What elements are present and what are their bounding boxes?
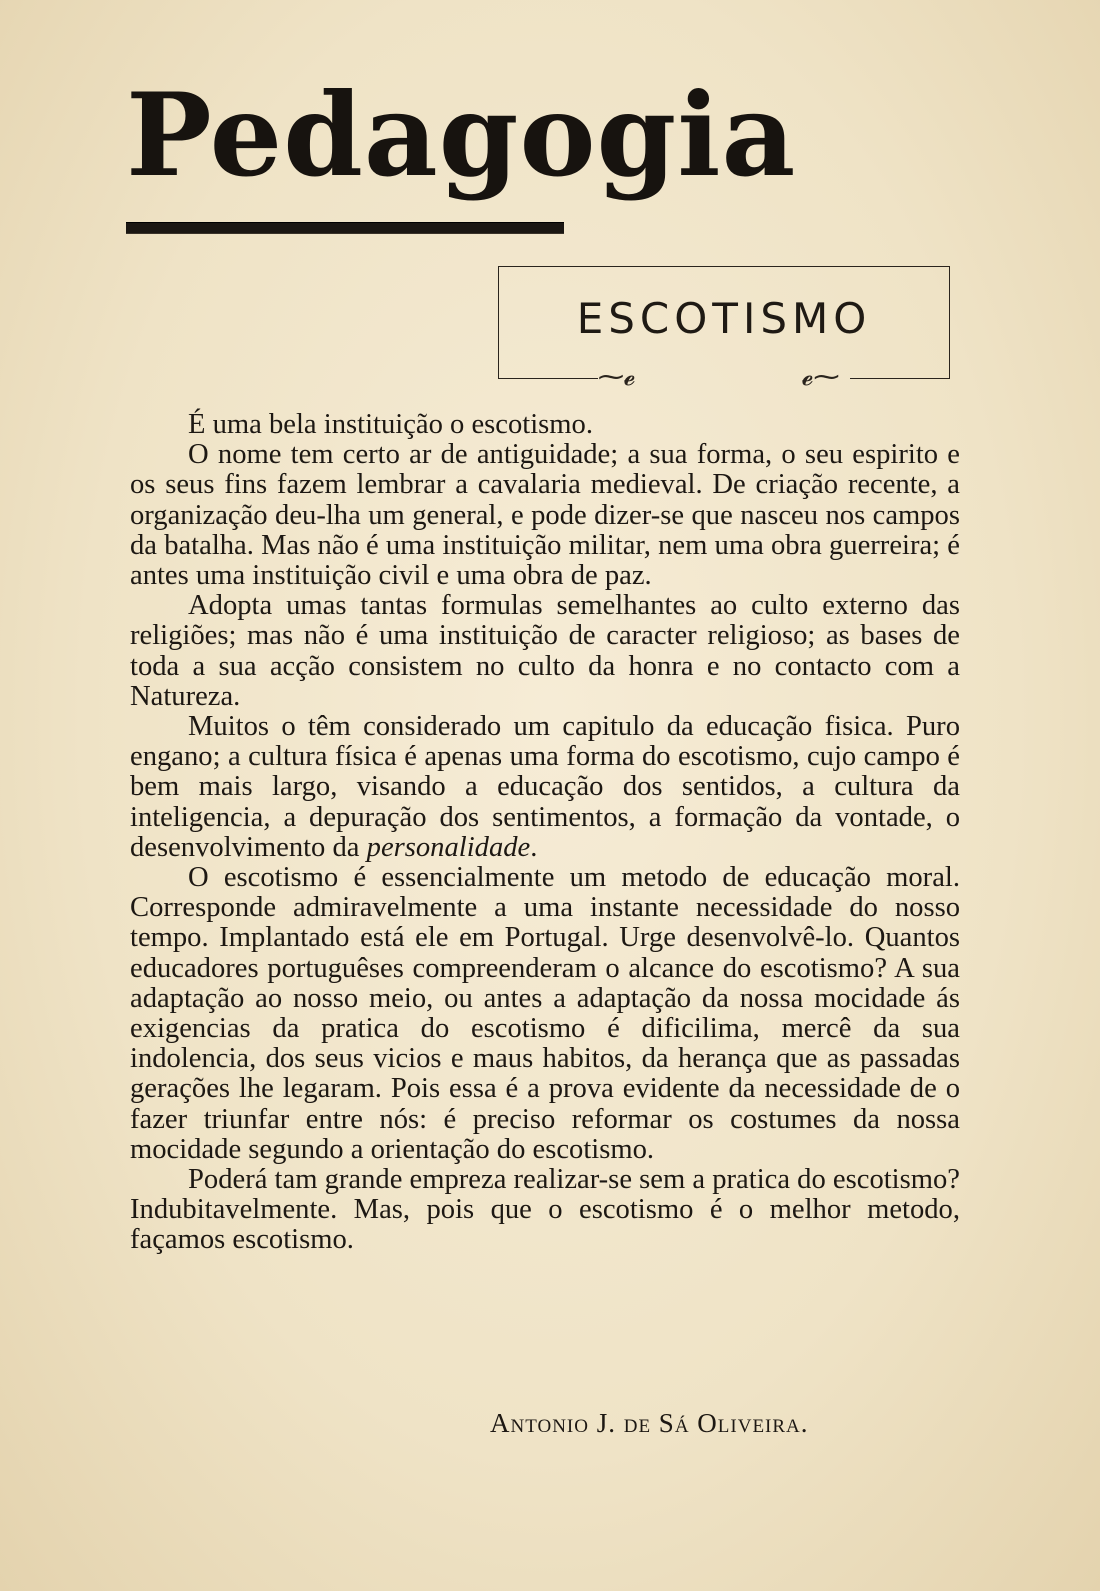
paragraph-3: Adopta umas tantas formulas semelhantes ao culto externo das religiões; mas não é uma instituição de caracter religioso; as bases de toda a sua acção consistem no culto da honra e no contacto com a Natureza. xyxy=(130,590,960,712)
frame-bottom-left-line xyxy=(498,378,598,379)
flourish-left-icon: ⁓𝓮 xyxy=(598,362,636,392)
paragraph-2: O nome tem certo ar de antiguidade; a sua forma, o seu espirito e os seus fins fazem lembrar a cavalaria medieval. De criação recente, a organização deu-lha um general, e pode dizer-se que nasceu nos campos da batalha. Mas não é uma instituição militar, nem uma obra guerreira; é antes uma instituição civil e uma obra de paz. xyxy=(130,439,960,592)
emphasis-personalidade: personalidade xyxy=(366,831,531,863)
section-title: Pedagogia xyxy=(126,68,797,202)
frame-top-line xyxy=(498,266,950,267)
paragraph-4-end: . xyxy=(530,831,538,863)
frame-bottom-right-line xyxy=(850,378,950,379)
article-title: ESCOTISMO xyxy=(576,294,872,343)
title-underline-rule xyxy=(126,222,564,234)
paragraph-6: Poderá tam grande empreza realizar-se sem a pratica do escotismo? Indubitavelmente. Mas, pois que o escotismo é o melhor metodo, façamos escotismo. xyxy=(130,1164,960,1256)
article-title-frame xyxy=(498,266,950,392)
flourish-right-icon: 𝓮⁓ xyxy=(802,362,840,392)
paragraph-1: É uma bela instituição o escotismo. xyxy=(188,409,593,440)
paragraph-4 xyxy=(130,712,960,863)
author-signature: Antonio J. de Sá Oliveira. xyxy=(490,1408,809,1438)
article-body xyxy=(130,410,960,1256)
paragraph-5: O escotismo é essencialmente um metodo de educação moral. Corresponde admiravelmente a uma instante necessidade do nosso tempo. Implantado está ele em Portugal. Urge desenvolvê-lo. Quantos educadores portuguêses compreenderam o alcance do escotismo? A sua adaptação ao nosso meio, ou antes a adaptação da nossa mocidade ás exigencias da pratica do escotismo é dificilima, mercê da sua indolencia, dos seus vicios e maus habitos, da herança que as passadas gerações lhe legaram. Pois essa é a prova evidente da necessidade de o fazer triunfar entre nós: é preciso reformar os costumes da nossa mocidade segundo a orientação do escotismo. xyxy=(130,862,960,1165)
paragraph-4-text: Muitos o têm considerado um capitulo da educação fisica. Puro engano; a cultura física é apenas uma forma do escotismo, cujo campo é bem mais largo, visando a educação dos sentidos, a cultura da inteligencia, a depuração dos sentimentos, a formação da vontade, o desenvolvimento da xyxy=(130,711,960,863)
